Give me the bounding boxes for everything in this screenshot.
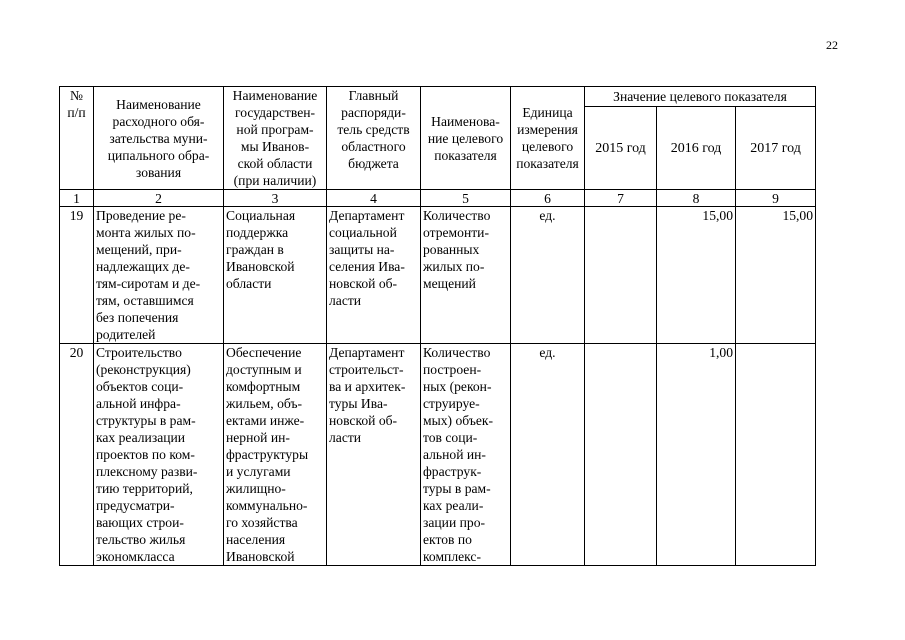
column-number: 9 [736,190,816,207]
header-col-obligation: Наименование расходного обя- зательства муни- ципального обра- зования [94,87,224,190]
column-number: 5 [421,190,511,207]
header-row-top [60,87,816,107]
row-obligation: Строительство (реконструкция) объектов соци- альной инфра- структуры в рам- ках реализации проектов по ком- плексному разви- тию территорий, предусматри- вающих строи- тельство жилья экономкласса [94,344,224,566]
row-obligation: Проведение ре- монта жилых по- мещений, при- надлежащих де- тям-сиротам и де- тям, оставшимся без попечения родителей [94,207,224,344]
column-number: 4 [327,190,421,207]
row-administrator: Департамент социальной защиты на- селения Ива- новской об- ласти [327,207,421,344]
row-value-2016: 1,00 [657,344,736,566]
row-unit: ед. [511,344,585,566]
row-value-2016: 15,00 [657,207,736,344]
row-program: Социальная поддержка граждан в Ивановской области [224,207,327,344]
row-indicator: Количество построен- ных (рекон- струируе- мых) объек- тов соци- альной ин- фраструк- туры в рам- ках реали- зации про- ектов по комплекс- [421,344,511,566]
row-value-2017 [736,344,816,566]
row-unit: ед. [511,207,585,344]
page-number: 22 [826,38,838,52]
row-value-2015 [585,207,657,344]
header-year-2017: 2017 год [736,107,816,190]
header-col-administrator: Главный распоряди- тель средств областного бюджета [327,87,421,190]
row-number: 20 [60,344,94,566]
column-number: 1 [60,190,94,207]
header-group-target-value: Значение целевого показателя [585,87,816,107]
header-year-2016: 2016 год [657,107,736,190]
header-year-2015: 2015 год [585,107,657,190]
column-number: 7 [585,190,657,207]
row-value-2015 [585,344,657,566]
header-col-indicator: Наименова- ние целевого показателя [421,87,511,190]
column-number: 3 [224,190,327,207]
column-number: 8 [657,190,736,207]
row-indicator: Количество отремонти- рованных жилых по- мещений [421,207,511,344]
target-indicators-table [59,86,816,566]
column-numbers-row [60,190,816,207]
header-col-unit: Единица измерения целевого показателя [511,87,585,190]
row-number: 19 [60,207,94,344]
column-number: 2 [94,190,224,207]
column-number: 6 [511,190,585,207]
table-row [60,207,816,344]
header-col-number: № п/п [60,87,94,190]
table-row [60,344,816,566]
row-administrator: Департамент строительст- ва и архитек- туры Ива- новской об- ласти [327,344,421,566]
row-value-2017: 15,00 [736,207,816,344]
header-col-program: Наименование государствен- ной програм- мы Иванов- ской области (при наличии) [224,87,327,190]
row-program: Обеспечение доступным и комфортным жильем, объ- ектами инже- нерной ин- фраструктуры и услугами жилищно- коммунально- го хозяйства населения Ивановской [224,344,327,566]
